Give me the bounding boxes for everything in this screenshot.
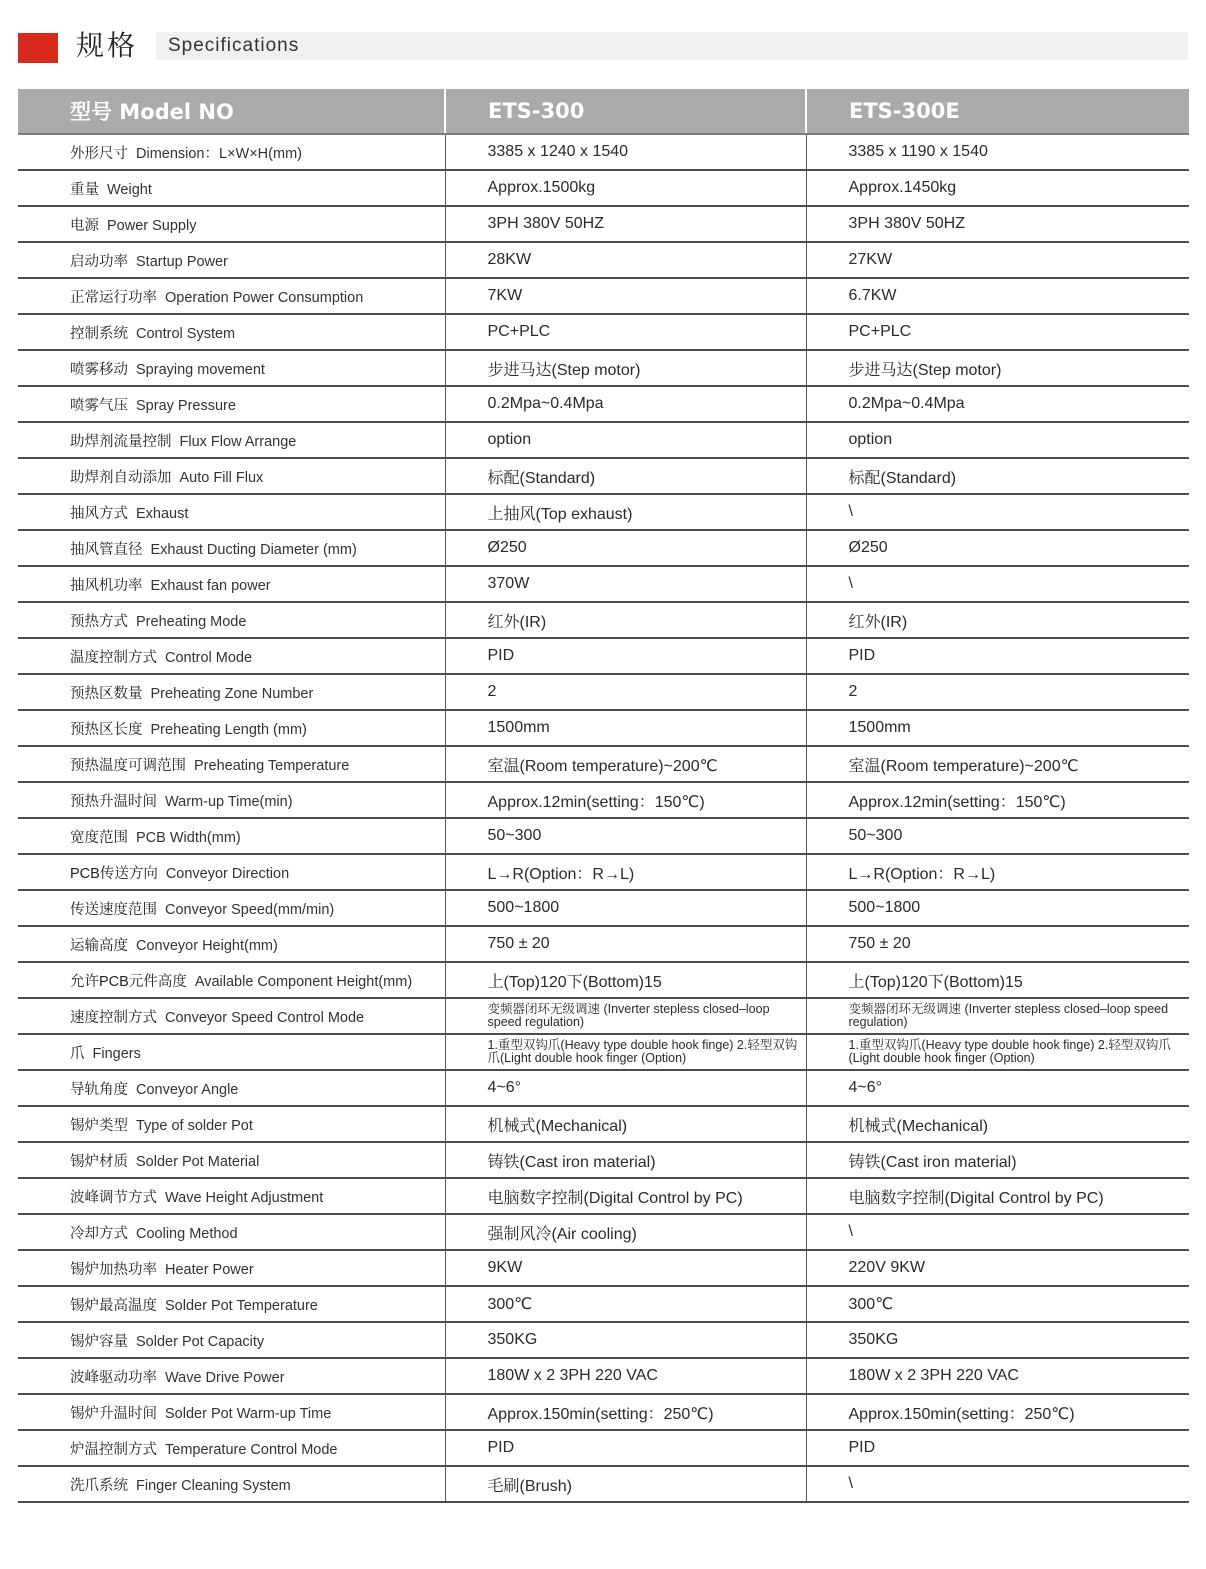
spec-table — [18, 89, 1189, 1503]
spec-value-ets-300e: L→R(Option：R→L) — [806, 854, 1189, 890]
table-row — [18, 1250, 1189, 1286]
spec-label-cn: 炉温控制方式 — [70, 1441, 157, 1458]
spec-label-cn: 波峰驱动功率 — [70, 1369, 157, 1386]
spec-value-ets-300: 300℃ — [445, 1286, 806, 1322]
spec-value-ets-300e: 0.2Mpa~0.4Mpa — [806, 386, 1189, 422]
spec-label-cn: 运输高度 — [70, 937, 128, 954]
model-b-header: ETS-300E — [806, 89, 1189, 134]
spec-value-ets-300: 3PH 380V 50HZ — [445, 206, 806, 242]
spec-value-ets-300: 0.2Mpa~0.4Mpa — [445, 386, 806, 422]
spec-label-cn: 控制系统 — [70, 325, 128, 342]
spec-table-head — [18, 89, 1189, 134]
spec-label-cn: 锡炉类型 — [70, 1117, 128, 1134]
spec-label-cn: 预热方式 — [70, 613, 128, 630]
section-header — [18, 30, 1188, 62]
table-row — [18, 1034, 1189, 1070]
spec-label-cn: PCB传送方向 — [70, 865, 158, 882]
spec-label-cn: 喷雾气压 — [70, 397, 128, 414]
spec-label-en: PCB Width(mm) — [136, 829, 241, 846]
spec-value-ets-300: 电脑数字控制(Digital Control by PC) — [445, 1178, 806, 1214]
spec-label-en: Type of solder Pot — [136, 1117, 253, 1134]
model-a-header: ETS-300 — [445, 89, 806, 134]
table-row — [18, 926, 1189, 962]
table-row — [18, 1070, 1189, 1106]
spec-label-en: Weight — [107, 181, 152, 198]
spec-value-ets-300: 变频器闭环无级调速 (Inverter stepless closed–loop speed regulation) — [445, 998, 806, 1034]
spec-value-ets-300e: 3385 x 1190 x 1540 — [806, 134, 1189, 170]
spec-label-cn: 预热温度可调范围 — [70, 757, 186, 774]
spec-value-ets-300e: 300℃ — [806, 1286, 1189, 1322]
spec-value-ets-300e: 步进马达(Step motor) — [806, 350, 1189, 386]
spec-value-ets-300e: \ — [806, 566, 1189, 602]
spec-label-en: Preheating Length (mm) — [150, 721, 307, 738]
spec-label-en: Fingers — [92, 1045, 141, 1062]
spec-label-cn: 允许PCB元件高度 — [70, 973, 187, 990]
spec-label-cn: 抽风机功率 — [70, 577, 143, 594]
spec-label-en: Preheating Zone Number — [150, 685, 314, 702]
spec-label — [18, 1106, 445, 1142]
spec-value-ets-300e: 220V 9KW — [806, 1250, 1189, 1286]
table-row — [18, 854, 1189, 890]
spec-label — [18, 1250, 445, 1286]
spec-label-cn: 启动功率 — [70, 253, 128, 270]
spec-label-cn: 电源 — [70, 217, 99, 234]
table-row — [18, 530, 1189, 566]
spec-label-cn: 宽度范围 — [70, 829, 128, 846]
table-row — [18, 134, 1189, 170]
spec-value-ets-300: 步进马达(Step motor) — [445, 350, 806, 386]
table-row — [18, 206, 1189, 242]
table-row — [18, 566, 1189, 602]
spec-label — [18, 206, 445, 242]
section-title-en: Specifications — [168, 35, 300, 56]
spec-label — [18, 1358, 445, 1394]
table-row — [18, 1322, 1189, 1358]
spec-value-ets-300: PID — [445, 638, 806, 674]
spec-label — [18, 710, 445, 746]
spec-label-en: Exhaust fan power — [150, 577, 271, 594]
spec-label — [18, 386, 445, 422]
spec-label-en: Heater Power — [165, 1261, 254, 1278]
table-row — [18, 818, 1189, 854]
spec-label-en: Solder Pot Warm-up Time — [165, 1405, 332, 1422]
spec-value-ets-300: 750 ± 20 — [445, 926, 806, 962]
spec-label-cn: 温度控制方式 — [70, 649, 157, 666]
spec-label — [18, 638, 445, 674]
spec-value-ets-300e: \ — [806, 494, 1189, 530]
spec-label-en: Auto Fill Flux — [179, 469, 264, 486]
table-row — [18, 1178, 1189, 1214]
spec-value-ets-300e: 4~6° — [806, 1070, 1189, 1106]
spec-value-ets-300e: 铸铁(Cast iron material) — [806, 1142, 1189, 1178]
table-row — [18, 422, 1189, 458]
header-band — [156, 32, 1188, 60]
spec-value-ets-300: 4~6° — [445, 1070, 806, 1106]
spec-label-cn: 速度控制方式 — [70, 1009, 157, 1026]
spec-label — [18, 1034, 445, 1070]
spec-value-ets-300e: \ — [806, 1466, 1189, 1502]
spec-label — [18, 998, 445, 1034]
table-row — [18, 746, 1189, 782]
spec-label-cn: 抽风方式 — [70, 505, 128, 522]
spec-label — [18, 242, 445, 278]
spec-value-ets-300e: PID — [806, 638, 1189, 674]
spec-value-ets-300: 上(Top)120下(Bottom)15 — [445, 962, 806, 998]
table-row — [18, 1430, 1189, 1466]
spec-label-en: Operation Power Consumption — [165, 289, 364, 306]
spec-value-ets-300: 铸铁(Cast iron material) — [445, 1142, 806, 1178]
spec-label — [18, 1214, 445, 1250]
spec-label — [18, 1286, 445, 1322]
spec-value-ets-300: 强制风冷(Air cooling) — [445, 1214, 806, 1250]
spec-label-cn: 抽风管直径 — [70, 541, 143, 558]
spec-label-cn: 冷却方式 — [70, 1225, 128, 1242]
spec-label-cn: 预热升温时间 — [70, 793, 157, 810]
spec-value-ets-300e: \ — [806, 1214, 1189, 1250]
spec-label-en: Finger Cleaning System — [136, 1477, 291, 1494]
spec-label — [18, 962, 445, 998]
table-row — [18, 494, 1189, 530]
spec-value-ets-300: Ø250 — [445, 530, 806, 566]
spec-value-ets-300: 9KW — [445, 1250, 806, 1286]
spec-value-ets-300e: 变频器闭环无级调速 (Inverter stepless closed–loop speed regulation) — [806, 998, 1189, 1034]
spec-label-cn: 锡炉材质 — [70, 1153, 128, 1170]
spec-label — [18, 674, 445, 710]
table-row — [18, 674, 1189, 710]
spec-label — [18, 350, 445, 386]
spec-value-ets-300e: Approx.12min(setting：150℃) — [806, 782, 1189, 818]
spec-value-ets-300e: 2 — [806, 674, 1189, 710]
spec-label-en: Dimension：L×W×H(mm) — [136, 145, 302, 162]
spec-label-cn: 预热区长度 — [70, 721, 143, 738]
spec-label-en: Preheating Mode — [136, 613, 247, 630]
table-row — [18, 998, 1189, 1034]
spec-label-cn: 预热区数量 — [70, 685, 143, 702]
spec-value-ets-300: 室温(Room temperature)~200℃ — [445, 746, 806, 782]
spec-label-en: Exhaust — [136, 505, 189, 522]
spec-label — [18, 494, 445, 530]
spec-label — [18, 1178, 445, 1214]
spec-label-cn: 助焊剂流量控制 — [70, 433, 172, 450]
spec-label-en: Available Component Height(mm) — [194, 973, 413, 990]
spec-label-cn: 助焊剂自动添加 — [70, 469, 172, 486]
spec-label-cn: 锡炉最高温度 — [70, 1297, 157, 1314]
spec-value-ets-300e: 电脑数字控制(Digital Control by PC) — [806, 1178, 1189, 1214]
spec-label-en: Solder Pot Temperature — [165, 1297, 318, 1314]
spec-label-cn: 传送速度范围 — [70, 901, 157, 918]
spec-label-cn: 重量 — [70, 181, 99, 198]
table-row — [18, 242, 1189, 278]
spec-value-ets-300: Approx.1500kg — [445, 170, 806, 206]
spec-label-en: Control Mode — [165, 649, 253, 666]
spec-label-cn: 导轨角度 — [70, 1081, 128, 1098]
spec-value-ets-300: 370W — [445, 566, 806, 602]
spec-label-cn: 波峰调节方式 — [70, 1189, 157, 1206]
spec-value-ets-300e: 6.7KW — [806, 278, 1189, 314]
spec-label-en: Warm-up Time(min) — [165, 793, 293, 810]
spec-label-en: Conveyor Height(mm) — [136, 937, 278, 954]
spec-label-cn: 正常运行功率 — [70, 289, 157, 306]
spec-label — [18, 314, 445, 350]
table-row — [18, 1106, 1189, 1142]
spec-label-en: Startup Power — [136, 253, 228, 270]
spec-label-en: Exhaust Ducting Diameter (mm) — [150, 541, 357, 558]
spec-value-ets-300e: 红外(IR) — [806, 602, 1189, 638]
spec-value-ets-300e: 3PH 380V 50HZ — [806, 206, 1189, 242]
table-row — [18, 638, 1189, 674]
spec-label — [18, 602, 445, 638]
spec-label-cn: 洗爪系统 — [70, 1477, 128, 1494]
spec-value-ets-300: 毛刷(Brush) — [445, 1466, 806, 1502]
spec-label-en: Conveyor Speed Control Mode — [165, 1009, 365, 1026]
spec-value-ets-300: PC+PLC — [445, 314, 806, 350]
spec-value-ets-300e: 标配(Standard) — [806, 458, 1189, 494]
spec-value-ets-300: 1500mm — [445, 710, 806, 746]
spec-label-en: Wave Drive Power — [165, 1369, 285, 1386]
spec-value-ets-300e: Approx.150min(setting：250℃) — [806, 1394, 1189, 1430]
table-row — [18, 314, 1189, 350]
spec-label — [18, 1070, 445, 1106]
spec-label — [18, 746, 445, 782]
spec-label-en: Spraying movement — [136, 361, 265, 378]
spec-value-ets-300: 500~1800 — [445, 890, 806, 926]
section-title-cn: 规格 — [76, 29, 139, 62]
spec-label-en: Solder Pot Material — [136, 1153, 260, 1170]
spec-label — [18, 566, 445, 602]
spec-value-ets-300: 50~300 — [445, 818, 806, 854]
table-row — [18, 962, 1189, 998]
spec-label — [18, 134, 445, 170]
spec-value-ets-300e: 350KG — [806, 1322, 1189, 1358]
spec-label-en: Wave Height Adjustment — [165, 1189, 324, 1206]
spec-label-en: Temperature Control Mode — [165, 1441, 338, 1458]
spec-value-ets-300e: PC+PLC — [806, 314, 1189, 350]
table-row — [18, 170, 1189, 206]
spec-value-ets-300e: 180W x 2 3PH 220 VAC — [806, 1358, 1189, 1394]
spec-label — [18, 1322, 445, 1358]
table-row — [18, 350, 1189, 386]
spec-label — [18, 1142, 445, 1178]
spec-value-ets-300e: 50~300 — [806, 818, 1189, 854]
table-row — [18, 710, 1189, 746]
spec-label — [18, 782, 445, 818]
spec-value-ets-300: 标配(Standard) — [445, 458, 806, 494]
spec-value-ets-300: 上抽风(Top exhaust) — [445, 494, 806, 530]
spec-label — [18, 890, 445, 926]
spec-value-ets-300: 1.重型双钩爪(Heavy type double hook finge) 2.轻型双钩爪(Light double hook finger (Option) — [445, 1034, 806, 1070]
spec-label — [18, 530, 445, 566]
spec-label — [18, 1394, 445, 1430]
spec-value-ets-300: 28KW — [445, 242, 806, 278]
spec-label-en: Flux Flow Arrange — [179, 433, 297, 450]
spec-value-ets-300: PID — [445, 1430, 806, 1466]
table-row — [18, 1466, 1189, 1502]
table-row — [18, 1214, 1189, 1250]
table-row — [18, 1394, 1189, 1430]
spec-label — [18, 1466, 445, 1502]
spec-value-ets-300: option — [445, 422, 806, 458]
table-row — [18, 278, 1189, 314]
spec-value-ets-300e: option — [806, 422, 1189, 458]
spec-value-ets-300e: PID — [806, 1430, 1189, 1466]
spec-value-ets-300e: 1500mm — [806, 710, 1189, 746]
table-row — [18, 890, 1189, 926]
table-row — [18, 386, 1189, 422]
spec-value-ets-300e: Ø250 — [806, 530, 1189, 566]
spec-label-en: Conveyor Angle — [136, 1081, 239, 1098]
spec-value-ets-300e: 27KW — [806, 242, 1189, 278]
spec-label-cn: 喷雾移动 — [70, 361, 128, 378]
spec-value-ets-300e: 750 ± 20 — [806, 926, 1189, 962]
spec-label — [18, 818, 445, 854]
spec-label-en: Solder Pot Capacity — [136, 1333, 265, 1350]
spec-label — [18, 854, 445, 890]
spec-value-ets-300e: 机械式(Mechanical) — [806, 1106, 1189, 1142]
spec-label — [18, 926, 445, 962]
spec-label-en: Power Supply — [107, 217, 197, 234]
spec-value-ets-300e: 1.重型双钩爪(Heavy type double hook finge) 2.轻型双钩爪(Light double hook finger (Option) — [806, 1034, 1189, 1070]
spec-label — [18, 458, 445, 494]
spec-value-ets-300: 350KG — [445, 1322, 806, 1358]
spec-label-en: Cooling Method — [136, 1225, 238, 1242]
spec-value-ets-300e: Approx.1450kg — [806, 170, 1189, 206]
header-row — [18, 89, 1189, 134]
spec-value-ets-300e: 500~1800 — [806, 890, 1189, 926]
spec-label-cn: 外形尺寸 — [70, 145, 128, 162]
spec-label-en: Conveyor Speed(mm/min) — [165, 901, 335, 918]
spec-label-cn: 锡炉加热功率 — [70, 1261, 157, 1278]
spec-label-cn: 锡炉升温时间 — [70, 1405, 157, 1422]
spec-label — [18, 170, 445, 206]
spec-label-en: Spray Pressure — [136, 397, 236, 414]
spec-value-ets-300: 机械式(Mechanical) — [445, 1106, 806, 1142]
spec-value-ets-300: Approx.150min(setting：250℃) — [445, 1394, 806, 1430]
spec-label-en: Control System — [136, 325, 236, 342]
spec-label-cn: 爪 — [70, 1045, 85, 1062]
table-row — [18, 782, 1189, 818]
table-row — [18, 458, 1189, 494]
spec-label — [18, 1430, 445, 1466]
spec-value-ets-300: 180W x 2 3PH 220 VAC — [445, 1358, 806, 1394]
spec-value-ets-300: 3385 x 1240 x 1540 — [445, 134, 806, 170]
spec-value-ets-300e: 室温(Room temperature)~200℃ — [806, 746, 1189, 782]
model-label-header: 型号 Model NO — [18, 89, 445, 134]
spec-table-body — [18, 134, 1189, 1502]
table-row — [18, 1142, 1189, 1178]
spec-label — [18, 278, 445, 314]
spec-value-ets-300: L→R(Option：R→L) — [445, 854, 806, 890]
spec-value-ets-300: 2 — [445, 674, 806, 710]
spec-label-en: Conveyor Direction — [165, 865, 290, 882]
table-row — [18, 1358, 1189, 1394]
table-row — [18, 602, 1189, 638]
spec-value-ets-300: Approx.12min(setting：150℃) — [445, 782, 806, 818]
spec-value-ets-300e: 上(Top)120下(Bottom)15 — [806, 962, 1189, 998]
spec-label-cn: 锡炉容量 — [70, 1333, 128, 1350]
red-accent-block — [18, 33, 58, 63]
spec-value-ets-300: 红外(IR) — [445, 602, 806, 638]
spec-label-en: Preheating Temperature — [194, 757, 350, 774]
spec-label — [18, 422, 445, 458]
spec-value-ets-300: 7KW — [445, 278, 806, 314]
table-row — [18, 1286, 1189, 1322]
